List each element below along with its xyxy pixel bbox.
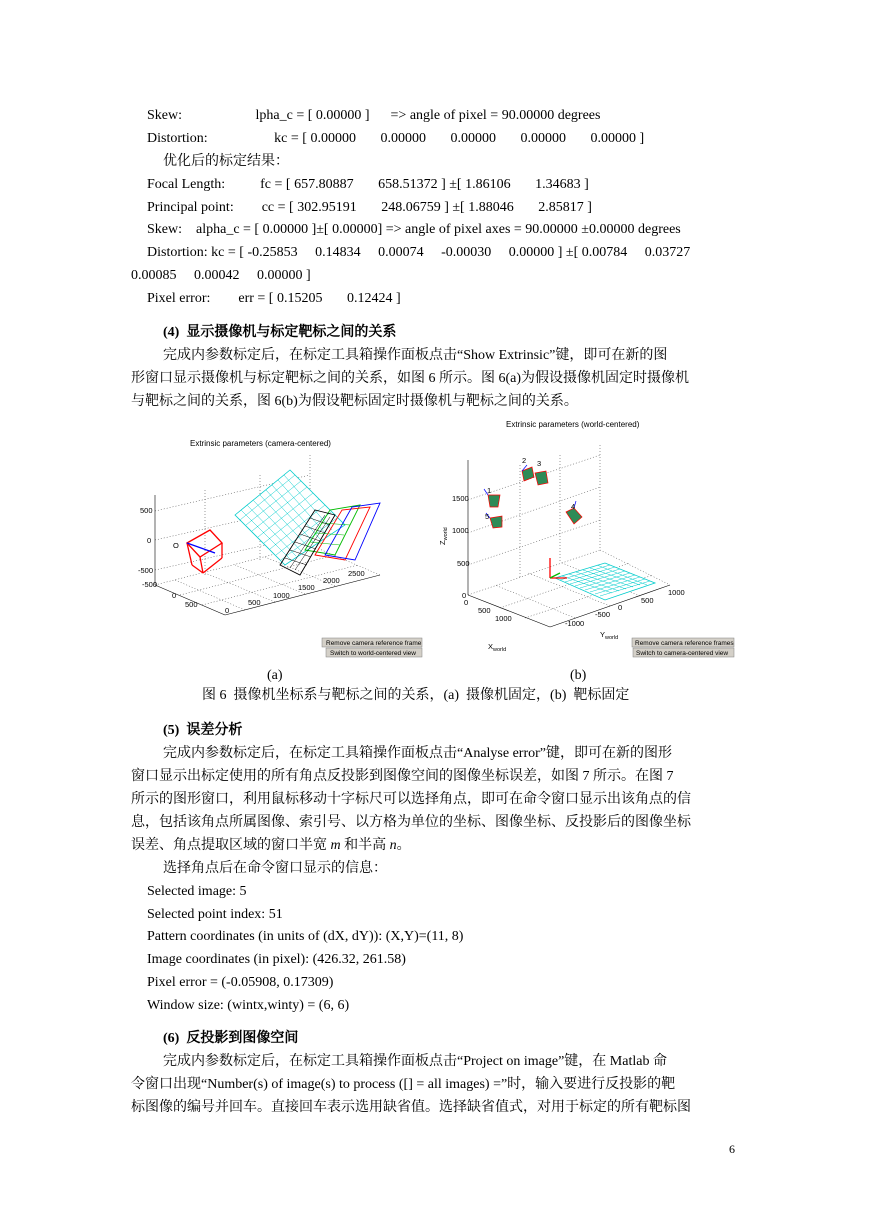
figure-6a-pattern-cyan	[235, 470, 345, 565]
figure-6b-grid	[468, 445, 670, 618]
section5-para-line6: 选择角点后在命令窗口显示的信息：	[163, 861, 387, 876]
figure-6b-z-tick: 0	[462, 591, 467, 600]
figure-6b-y-label: $Y_{world}$	[600, 630, 619, 641]
figure-6-caption: 图 6 摄像机坐标系与靶标之间的关系，(a) 摄像机固定，(b) 靶标固定	[202, 688, 630, 703]
figure-6b	[438, 420, 734, 657]
figure-6b-remove-label: Remove camera reference frames	[635, 640, 734, 647]
figure-6b-pattern	[555, 563, 655, 600]
section5-para-line5: 误差、角点提取区域的窗口半宽 m 和半高 n。	[131, 838, 411, 853]
figure-6b-cam-label: 3	[537, 459, 542, 468]
figure-6b-y-tick: 0	[618, 603, 623, 612]
distortion-optimized-line: Distortion: kc = [ -0.25853 0.14834 0.00074 -0.00030 0.00000 ] ±[ 0.00784 0.03727	[147, 245, 691, 260]
focal-length-line: Focal Length: fc = [ 657.80887 658.51372 ] ±[ 1.86106 1.34683 ]	[147, 177, 589, 192]
figure-6a-x-tick: 500	[185, 600, 198, 609]
figure-6a-z-tick: 500	[140, 506, 153, 515]
figure-6a-z-tick: 0	[147, 536, 152, 545]
figure-6b-y-tick: -500	[595, 610, 611, 619]
section5-heading: (5) 误差分析	[163, 723, 243, 738]
figure-6a-origin-label: O	[173, 541, 179, 550]
figure-6a-y-tick: 2500	[348, 569, 365, 578]
page-number: 6	[729, 1142, 735, 1156]
info-window-size: Window size: (wintx,winty) = (6, 6)	[147, 998, 350, 1013]
skew-initial-line: Skew: lpha_c = [ 0.00000 ] => angle of pixel = 90.00000 degrees	[147, 108, 601, 123]
figure-6b-y-tick: 500	[641, 596, 654, 605]
figure-6a-y-tick: 500	[248, 598, 261, 607]
figure-6b-title: Extrinsic parameters (world-centered)	[506, 420, 640, 429]
figure-6b-x-label: $X_{world}$	[488, 642, 507, 653]
figure-6b-x-tick: 500	[478, 606, 491, 615]
skew-optimized-line: Skew: alpha_c = [ 0.00000 ]±[ 0.00000] => angle of pixel axes = 90.00000 ±0.00000 degrees	[147, 222, 681, 237]
figure-6a-z-tick: -500	[138, 566, 154, 575]
info-image-coords: Image coordinates (in pixel): (426.32, 261.58)	[147, 952, 406, 967]
figure-6	[130, 415, 750, 665]
section5-para-line2: 窗口显示出标定使用的所有角点反投影到图像空间的图像坐标误差，如图 7 所示。在图 7	[131, 769, 674, 784]
info-point-index: Selected point index: 51	[147, 907, 283, 922]
figure-6a-switch-label: Switch to world-centered view	[330, 650, 416, 657]
figure-6a-y-tick: 0	[225, 606, 230, 615]
figure-6b-switch-button[interactable]	[633, 648, 734, 657]
figure-6b-remove-button[interactable]	[632, 638, 734, 647]
section6-heading: (6) 反投影到图像空间	[163, 1031, 299, 1046]
figure-6a-switch-button[interactable]	[326, 648, 422, 657]
figure-6b-z-label	[438, 527, 449, 545]
section4-para-line3: 与靶标之间的关系，图 6(b)为假设靶标固定时摄像机与靶标之间的关系。	[131, 394, 578, 409]
info-selected-image: Selected image: 5	[147, 884, 247, 899]
figure-6a-y-tick: 2000	[323, 576, 340, 585]
figure-6b-z-tick: 500	[457, 559, 470, 568]
figure-6b-axes	[468, 460, 670, 627]
figure-6a-remove-button[interactable]	[322, 638, 422, 647]
figure-6a-x-tick: -500	[142, 580, 158, 589]
figure-6a-camera-frame	[187, 530, 222, 573]
info-pattern-coords: Pattern coordinates (in units of (dX, dY)): (X,Y)=(11, 8)	[147, 929, 464, 944]
figure-6a	[138, 439, 422, 657]
figure-6a-y-tick: 1000	[273, 591, 290, 600]
figure-6b-x-tick: 1000	[495, 614, 512, 623]
svg-text:Zworld: $Z_{world}$	[438, 527, 449, 545]
figure-6b-x-tick: 0	[464, 598, 469, 607]
info-pixel-error: Pixel error = (-0.05908, 0.17309)	[147, 975, 334, 990]
section5-para-line1: 完成内参数标定后，在标定工具箱操作面板点击“Analyse error”键，即可在新的图形	[163, 746, 673, 761]
principal-point-line: Principal point: cc = [ 302.95191 248.06759 ] ±[ 1.88046 2.85817 ]	[147, 200, 592, 215]
pixel-error-line: Pixel error: err = [ 0.15205 0.12424 ]	[147, 291, 401, 306]
figure-6b-cam-label: 1	[487, 486, 492, 495]
section6-para-line3: 标图像的编号并回车。直接回车表示选用缺省值。选择缺省值式，对用于标定的所有靶标图	[131, 1100, 691, 1115]
figure-6b-y-tick: -1000	[565, 619, 585, 628]
figure-6a-title: Extrinsic parameters (camera-centered)	[190, 439, 331, 448]
distortion-optimized-line-2: 0.00085 0.00042 0.00000 ]	[131, 268, 311, 283]
section4-para-line1: 完成内参数标定后，在标定工具箱操作面板点击“Show Extrinsic”键，即可在新的图	[163, 348, 668, 363]
figure-6a-sublabel: (a)	[267, 668, 283, 683]
section6-para-line2: 令窗口出现“Number(s) of image(s) to process ([] = all images) =”时，输入要进行反投影的靶	[131, 1077, 676, 1092]
section4-para-line2: 形窗口显示摄像机与标定靶标之间的关系，如图 6 所示。图 6(a)为假设摄像机固定时摄像机	[131, 371, 690, 386]
figure-6a-y-tick: 1500	[298, 583, 315, 592]
figure-6b-cam-label: 2	[522, 456, 527, 465]
figure-6a-x-tick: 0	[172, 591, 177, 600]
figure-6a-remove-label: Remove camera reference frame	[326, 640, 422, 647]
optimized-heading: 优化后的标定结果：	[163, 154, 289, 169]
figure-6b-switch-label: Switch to camera-centered view	[636, 650, 729, 657]
figure-6b-cameras	[484, 465, 582, 528]
section4-heading: (4) 显示摄像机与标定靶标之间的关系	[163, 325, 397, 340]
figure-6b-z-tick: 1000	[452, 526, 469, 535]
section6-para-line1: 完成内参数标定后，在标定工具箱操作面板点击“Project on image”键，在 Matlab 命	[163, 1054, 667, 1069]
distortion-initial-line: Distortion: kc = [ 0.00000 0.00000 0.00000 0.00000 0.00000 ]	[147, 131, 645, 146]
figure-6b-sublabel: (b)	[570, 668, 587, 683]
section5-para-line4: 息，包括该角点所属图像、索引号、以方格为单位的坐标、图像坐标、反投影后的图像坐标	[131, 815, 691, 830]
figure-6b-z-tick: 1500	[452, 494, 469, 503]
section5-para-line3: 所示的图形窗口，利用鼠标移动十字标尺可以选择角点，即可在命令窗口显示出该角点的信	[131, 792, 691, 807]
figure-6b-cam-label: 5	[485, 512, 490, 521]
figure-6b-y-tick: 1000	[668, 588, 685, 597]
figure-6b-cam-label: 4	[571, 502, 576, 511]
